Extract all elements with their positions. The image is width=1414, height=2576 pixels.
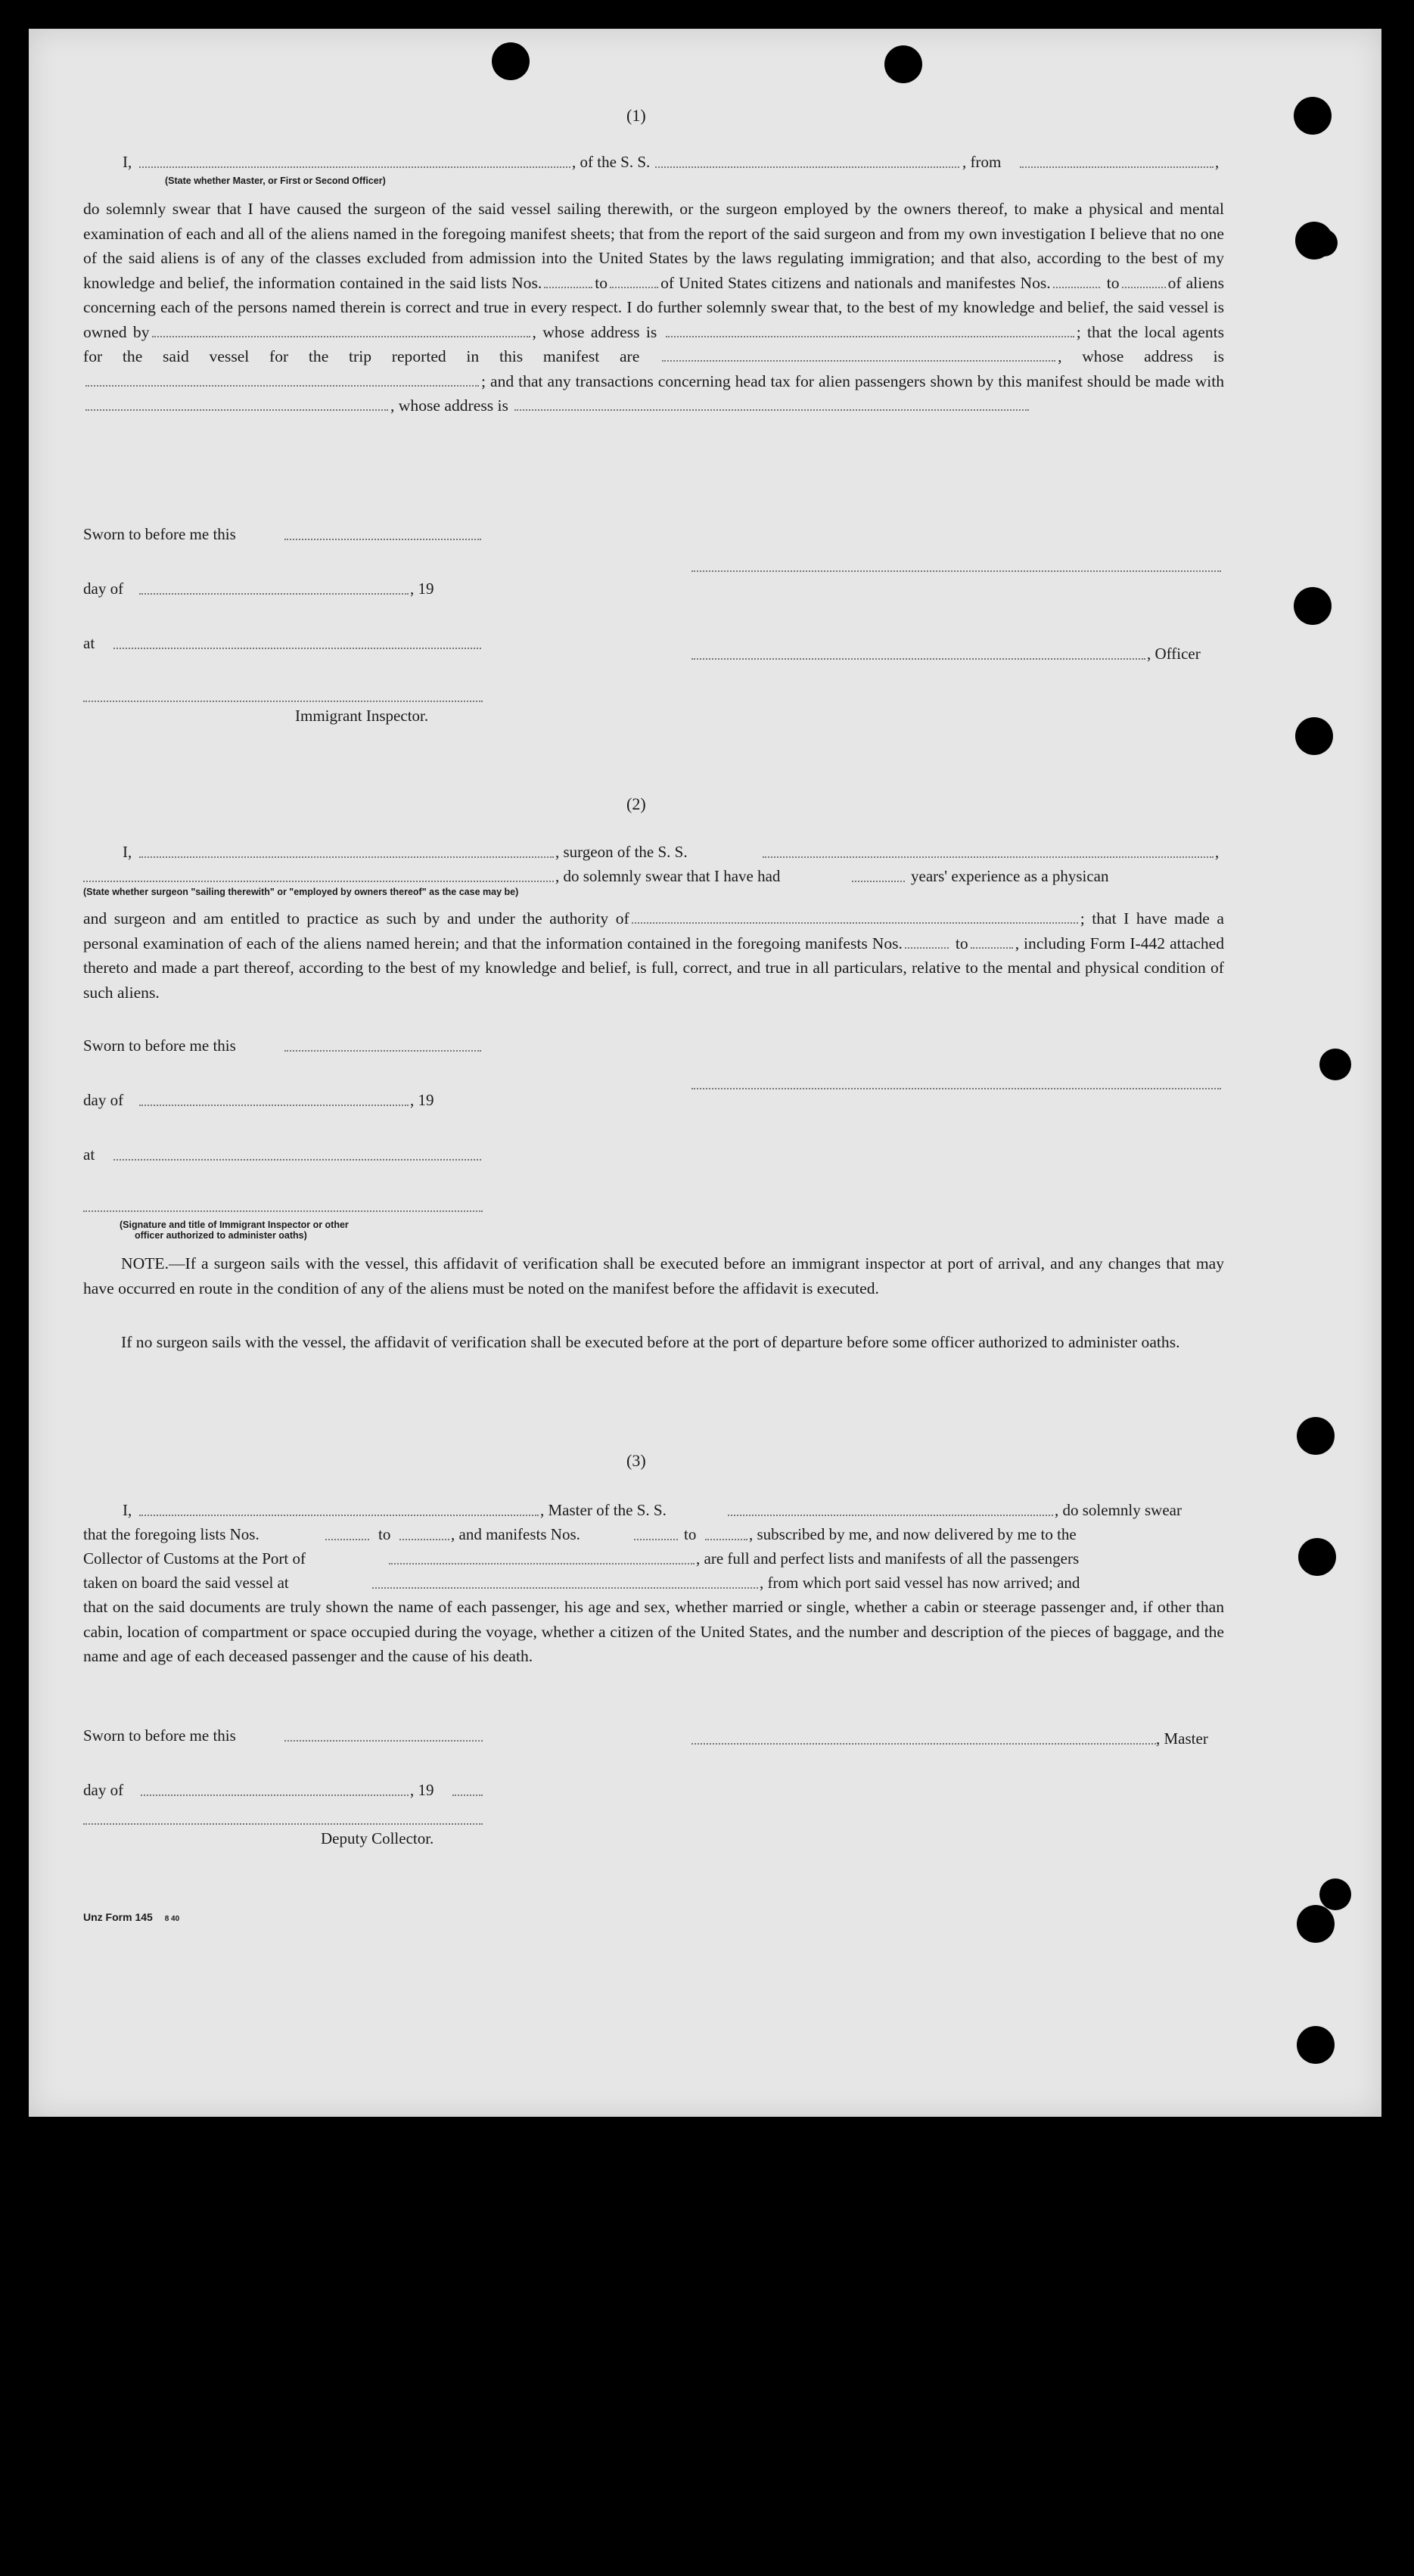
section-3-body: that on the said documents are truly shown the name of each passenger, his age and sex, whether married or single, whether a cabin or steerage passenger and, if other than cabin, location of compartment or space occupied during the voyage, whether a citizen of the United States, and the number and description of the pieces of baggage, and the name and age of each deceased passenger and the cause of his death.	[83, 1598, 1224, 1665]
s3-manifests-to-field[interactable]	[705, 1539, 747, 1540]
s3-year-field[interactable]	[452, 1794, 483, 1796]
surgeon-note: NOTE.—If a surgeon sails with the vessel, this affidavit of verification shall be executed before an immigrant inspector at port of arrival, and any changes that may have occurred en route in the condition of any of the aliens must be noted on the manifest before the affidavit is executed.	[83, 1254, 1224, 1297]
deputy-collector-label: Deputy Collector.	[321, 1829, 434, 1847]
s1-inspector-signature-field[interactable]	[83, 701, 483, 702]
master-name-field[interactable]	[139, 1515, 539, 1516]
master-signature-field[interactable]	[691, 1743, 1156, 1745]
s3-taken-on-label: taken on board the said vessel at	[83, 1574, 289, 1592]
s2-year-label: , 19	[410, 1091, 434, 1109]
punch-hole	[1297, 1417, 1335, 1455]
officer-rank-note: (State whether Master, or First or Second Officer)	[165, 176, 386, 186]
section-2-number: (2)	[626, 794, 646, 813]
punch-hole	[1319, 1049, 1351, 1080]
s3-lists-to-field[interactable]	[399, 1539, 449, 1540]
s3-full-perfect-label: , are full and perfect lists and manifests of all the passengers	[696, 1549, 1080, 1568]
s3-manifests-from-field[interactable]	[634, 1539, 678, 1540]
s1-day-of-label: day of	[83, 580, 124, 598]
s2-day-of-label: day of	[83, 1091, 124, 1109]
s3-embarkation-port-field[interactable]	[372, 1587, 758, 1589]
punch-hole	[1297, 1905, 1335, 1943]
s3-subscribed-label: , subscribed by me, and now delivered by me to the	[749, 1525, 1077, 1543]
punch-hole	[1294, 587, 1332, 625]
manifest-affidavit-sheet	[29, 29, 1381, 2117]
s2-i-label: I,	[123, 843, 132, 861]
section-2-body: and surgeon and am entitled to practice as such by and under the authority of ; that I have made a personal examination of each of the aliens named herein; and that the information contained in the foregoing manifests Nos. to , including Form I-442 attached thereto and made a part thereof, according to the best of my knowledge and belief, is full, correct, and true in all particulars, relative to the mental and physical condition of such aliens.	[83, 909, 1225, 1002]
s2-vessel-field[interactable]	[763, 856, 1214, 858]
deputy-signature-field[interactable]	[83, 1823, 483, 1825]
s1-comma: ,	[1215, 153, 1220, 171]
departure-port-field[interactable]	[1020, 166, 1214, 168]
s2-years-label: years' experience as a physican	[911, 867, 1109, 885]
s3-to-label-1: to	[378, 1525, 391, 1543]
surgeon-status-field[interactable]	[83, 881, 554, 882]
punch-hole	[1298, 1538, 1336, 1576]
s2-comma: ,	[1215, 843, 1220, 861]
s1-i-label: I,	[123, 153, 132, 171]
s3-master-label: , Master	[1156, 1729, 1208, 1748]
punch-hole	[1310, 229, 1338, 256]
s2-swear-had-label: , do solemnly swear that I have had	[555, 867, 781, 885]
officer-name-field[interactable]	[139, 166, 570, 168]
years-experience-field[interactable]	[852, 881, 905, 882]
s3-lists-label: that the foregoing lists Nos.	[83, 1525, 259, 1543]
s1-officer-label: , Officer	[1147, 645, 1201, 663]
s1-month-field[interactable]	[139, 593, 409, 595]
s1-at-label: at	[83, 634, 95, 652]
s1-at-place-field[interactable]	[113, 648, 481, 649]
punch-hole	[884, 45, 922, 83]
form-number	[83, 1911, 179, 1923]
s2-sworn-label: Sworn to before me this	[83, 1036, 236, 1055]
form-number-label: Unz Form 145	[83, 1911, 153, 1923]
s1-officer-title-field[interactable]	[691, 658, 1145, 660]
s1-of-ss-label: , of the S. S.	[572, 153, 651, 171]
surgeon-name-field[interactable]	[139, 856, 554, 858]
s3-from-which-label: , from which port said vessel has now arrived; and	[760, 1574, 1080, 1592]
form-date-label: 8 40	[164, 1915, 180, 1923]
section-1-body: do solemnly swear that I have caused the surgeon of the said vessel sailing therewith, or the surgeon employed by the owners thereof, to make a physical and mental examination of each and all of the aliens named in the foregoing manifest sheets; that from the report of the said surgeon and from my own investigation I believe that no one of the said aliens is of any of the classes excluded from admission into the United States by the laws regulating immigration; and that also, according to the best of my knowledge and belief, the information contained in the said lists Nos. to of United States citizens and nationals and manifestes Nos. to of aliens concerning each of the persons named therein is correct and true in every respect. I do further solemnly swear that, to the best of my knowledge and belief, the said vessel is owned by , whose address is ; that the local agents for the said vessel for the trip reported in this manifest are , whose address is ; and that any transactions concerning head tax for alien passengers shown by this manifest should be made with , whose address is	[83, 200, 1225, 415]
section-1-number: (1)	[626, 106, 646, 125]
vessel-name-field[interactable]	[655, 166, 959, 168]
signature-title-note-2: officer authorized to administer oaths)	[135, 1230, 307, 1241]
punch-hole	[1319, 1878, 1351, 1910]
surgeon-signature-field[interactable]	[691, 1088, 1221, 1089]
section-3-number: (3)	[626, 1451, 646, 1470]
s3-i-label: I,	[123, 1501, 132, 1519]
s2-at-label: at	[83, 1145, 95, 1164]
punch-hole	[492, 42, 530, 80]
s3-port-field[interactable]	[389, 1563, 695, 1565]
s1-sworn-day-field[interactable]	[284, 539, 481, 540]
s3-sworn-label: Sworn to before me this	[83, 1726, 236, 1745]
s1-inspector-label: Immigrant Inspector.	[295, 707, 429, 725]
s1-year-label: , 19	[410, 580, 434, 598]
s3-month-field[interactable]	[141, 1794, 409, 1796]
s2-month-field[interactable]	[139, 1105, 409, 1106]
s3-swear-label: , do solemnly swear	[1055, 1501, 1182, 1519]
s3-to-label-2: to	[684, 1525, 697, 1543]
s3-manifests-label: , and manifests Nos.	[451, 1525, 580, 1543]
s1-sworn-label: Sworn to before me this	[83, 525, 236, 543]
s3-year-label: , 19	[410, 1781, 434, 1799]
s3-day-of-label: day of	[83, 1781, 124, 1799]
s2-at-place-field[interactable]	[113, 1159, 481, 1161]
surgeon-status-note: (State whether surgeon "sailing therewith" or "employed by owners thereof" as the case may be)	[83, 887, 519, 897]
s1-officer-signature-field[interactable]	[691, 570, 1221, 572]
s3-master-of-label: , Master of the S. S.	[540, 1501, 667, 1519]
s3-vessel-field[interactable]	[728, 1515, 1053, 1516]
s2-inspector-signature-field[interactable]	[83, 1210, 483, 1212]
s3-collector-label: Collector of Customs at the Port of	[83, 1549, 306, 1568]
s3-lists-from-field[interactable]	[325, 1539, 369, 1540]
s3-sworn-day-field[interactable]	[284, 1740, 483, 1742]
s2-surgeon-of-label: , surgeon of the S. S.	[555, 843, 688, 861]
s1-from-label: , from	[962, 153, 1002, 171]
punch-hole	[1297, 2026, 1335, 2064]
no-surgeon-note: If no surgeon sails with the vessel, the affidavit of verification shall be executed before at the port of departure before some officer authorized to administer oaths.	[121, 1333, 1180, 1351]
s2-sworn-day-field[interactable]	[284, 1050, 481, 1052]
signature-title-note-1: (Signature and title of Immigrant Inspector or other	[120, 1220, 349, 1230]
punch-hole	[1295, 717, 1333, 755]
punch-hole	[1294, 97, 1332, 135]
